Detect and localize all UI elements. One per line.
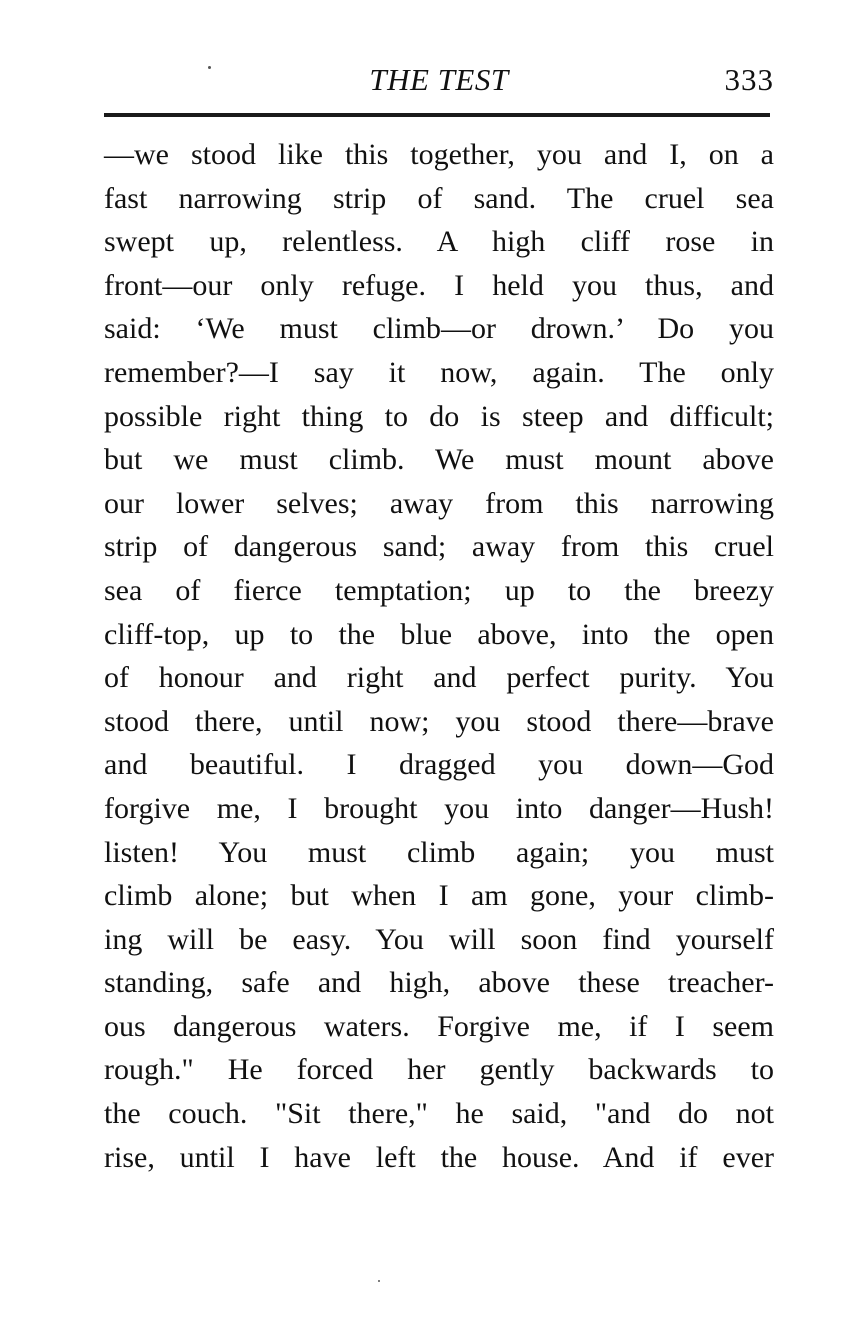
text-line: cliff-top, up to the blue above, into the open: [104, 617, 774, 651]
text-line: strip of dangerous sand; away from this cruel: [104, 530, 774, 564]
text-line: possible right thing to do is steep and difficult;: [104, 399, 774, 433]
text-line: but we must climb. We must mount above: [104, 443, 774, 477]
running-title: THE TEST: [369, 62, 509, 97]
text-line: stood there, until now; you stood there—brave: [104, 704, 774, 738]
text-line: swept up, relentless. A high cliff rose in: [104, 225, 774, 259]
text-line: ing will be easy. You will soon find yourself: [104, 922, 774, 956]
text-line: standing, safe and high, above these treacher-: [104, 966, 774, 1000]
text-line: said: ‘We must climb—or drown.’ Do you: [104, 312, 774, 346]
text-line: —we stood like this together, you and I, on a: [104, 138, 774, 171]
text-line: climb alone; but when I am gone, your climb-: [104, 879, 774, 913]
scan-speck: [208, 66, 211, 69]
text-line: and beautiful. I dragged you down—God: [104, 748, 774, 782]
text-line: ous dangerous waters. Forgive me, if I seem: [104, 1009, 774, 1043]
text-line: sea of fierce temptation; up to the breezy: [104, 573, 774, 607]
text-line: rise, until I have left the house. And if ever: [104, 1140, 774, 1174]
running-head: [104, 62, 774, 102]
text-line: of honour and right and perfect purity. You: [104, 661, 774, 695]
page-number: 333: [724, 62, 774, 97]
scan-speck: [378, 1280, 380, 1282]
body-text: [104, 133, 774, 1179]
text-line: listen! You must climb again; you must: [104, 835, 774, 869]
text-line: remember?—I say it now, again. The only: [104, 355, 774, 389]
text-line: rough." He forced her gently backwards to: [104, 1053, 774, 1087]
text-line: the couch. "Sit there," he said, "and do not: [104, 1097, 774, 1131]
text-line: our lower selves; away from this narrowing: [104, 486, 774, 520]
text-line: fast narrowing strip of sand. The cruel sea: [104, 181, 774, 215]
text-line: front—our only refuge. I held you thus, and: [104, 268, 774, 302]
text-line: forgive me, I brought you into danger—Hush!: [104, 791, 774, 825]
header-rule: [104, 113, 770, 117]
